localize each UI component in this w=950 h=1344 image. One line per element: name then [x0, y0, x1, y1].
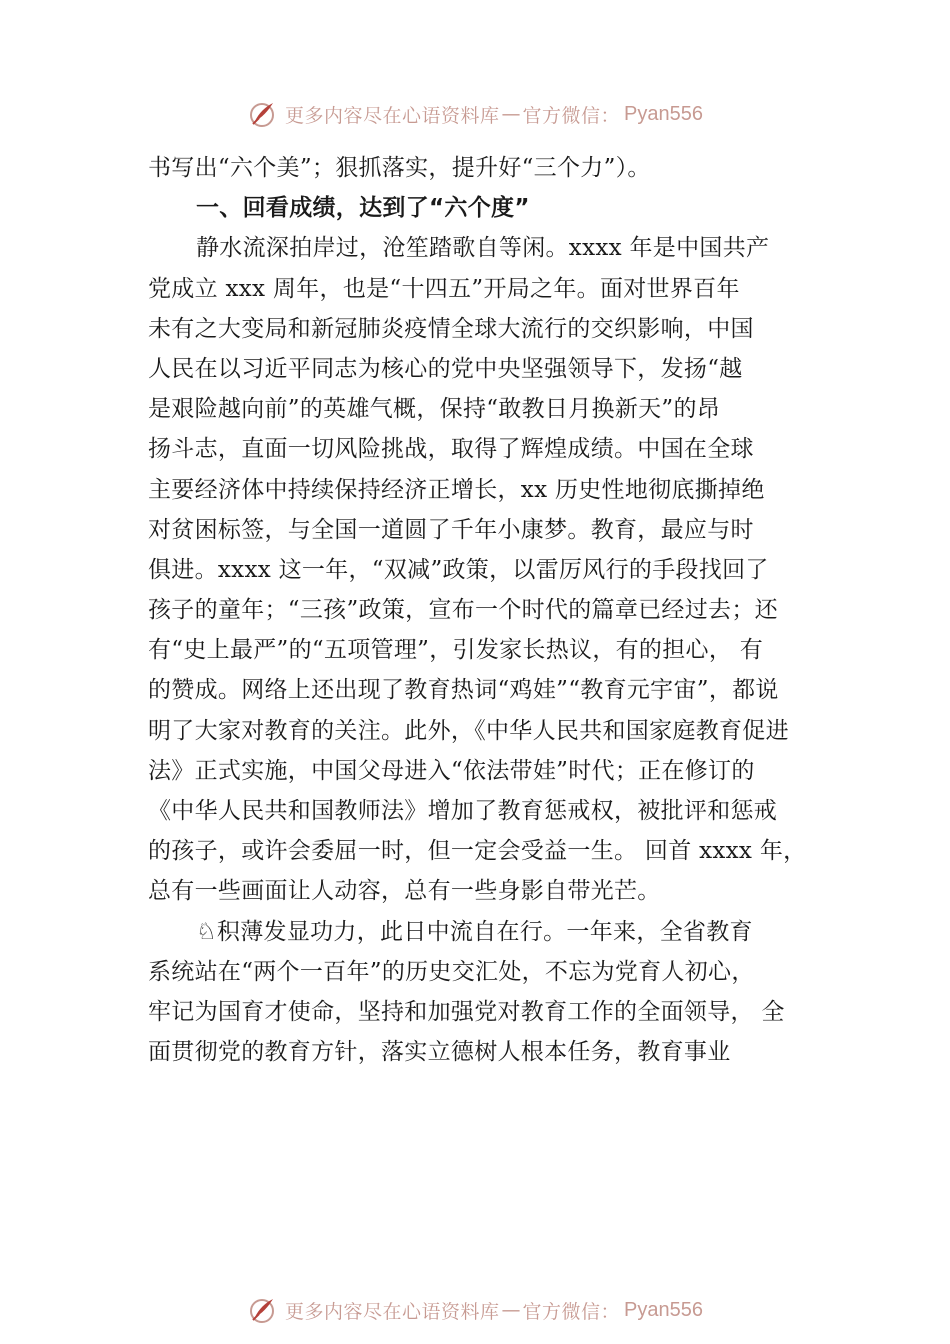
paragraph-line: 总有一些画面让人动容，总有一些身影自带光芒。: [148, 878, 661, 905]
paragraph-line: 未有之大变局和新冠肺炎疫情全球大流行的交织影响，中国: [148, 315, 754, 342]
banner-text: 更多内容尽在心语资料库: [285, 104, 500, 127]
paragraph-line: 孩子的童年；“三孩”政策，宣布一个时代的篇章已经过去；还: [148, 597, 778, 624]
feather-quill-logo-icon: [247, 99, 277, 129]
banner-label: 官方微信：: [522, 104, 621, 127]
paragraph-line: 党成立 xxx 周年，也是“十四五”开局之年。面对世界百年: [148, 275, 740, 302]
watermark-banner-top: [0, 94, 950, 134]
banner-account: Pyan556: [624, 102, 703, 125]
paragraph-line: ♘积薄发显功力，此日中流自在行。一年来，全省教育: [196, 918, 753, 945]
banner-separator: —: [501, 103, 521, 125]
paragraph-line: 人民在以习近平同志为核心的党中央坚强领导下，发扬“越: [148, 355, 743, 382]
paragraph-line: 俱进。xxxx 这一年，“双减”政策，以雷厉风行的手段找回了: [148, 556, 769, 583]
banner-label: 官方微信：: [522, 1300, 621, 1323]
document-body: [148, 148, 828, 1072]
paragraph-line: 面贯彻党的教育方针，落实立德树人根本任务，教育事业: [148, 1039, 731, 1066]
paragraph-line: 的赞成。网络上还出现了教育热词“鸡娃”“教育元宇宙”，都说: [148, 677, 779, 704]
paragraph-line: 静水流深拍岸过，沧笙踏歌自等闲。xxxx 年是中国共产: [196, 235, 770, 262]
paragraph-line: 牢记为国育才使命，坚持和加强党对教育工作的全面领导， 全: [148, 998, 785, 1025]
paragraph-line: 扬斗志，直面一切风险挑战，取得了辉煌成绩。中国在全球: [148, 436, 754, 463]
paragraph-line: 有“史上最严”的“五项管理”，引发家长热议，有的担心， 有: [148, 637, 764, 664]
paragraph-line: 书写出“六个美”；狠抓落实，提升好“三个力”）。: [148, 155, 651, 181]
paragraph-line: 主要经济体中持续保持经济正增长，xx 历史性地彻底撕掉绝: [148, 476, 765, 503]
banner-account: Pyan556: [624, 1298, 703, 1321]
banner-text: 更多内容尽在心语资料库: [285, 1300, 500, 1323]
banner-separator: —: [501, 1299, 521, 1321]
paragraph-line: 对贫困标签，与全国一道圆了千年小康梦。教育，最应与时: [148, 516, 754, 543]
paragraph-line: 系统站在“两个一百年”的历史交汇处，不忘为党育人初心，: [148, 958, 755, 985]
section-heading: 一、回看成绩，达到了“六个度”: [196, 195, 530, 222]
paragraph-line: 《中华人民共和国教师法》增加了教育惩戒权，被批评和惩戒: [148, 798, 778, 824]
feather-quill-logo-icon: [247, 1295, 277, 1325]
paragraph-line: 的孩子，或许会委屈一时，但一定会受益一生。 回首 xxxx 年，: [148, 838, 807, 865]
watermark-banner-bottom: [0, 1290, 950, 1330]
paragraph-line: 法》正式实施，中国父母进入“依法带娃”时代；正在修订的: [148, 757, 755, 784]
paragraph-line: 明了大家对教育的关注。此外，《中华人民共和国家庭教育促进: [148, 717, 789, 744]
paragraph-line: 是艰险越向前”的英雄气概，保持“敢教日月换新天”的昂: [148, 396, 721, 423]
